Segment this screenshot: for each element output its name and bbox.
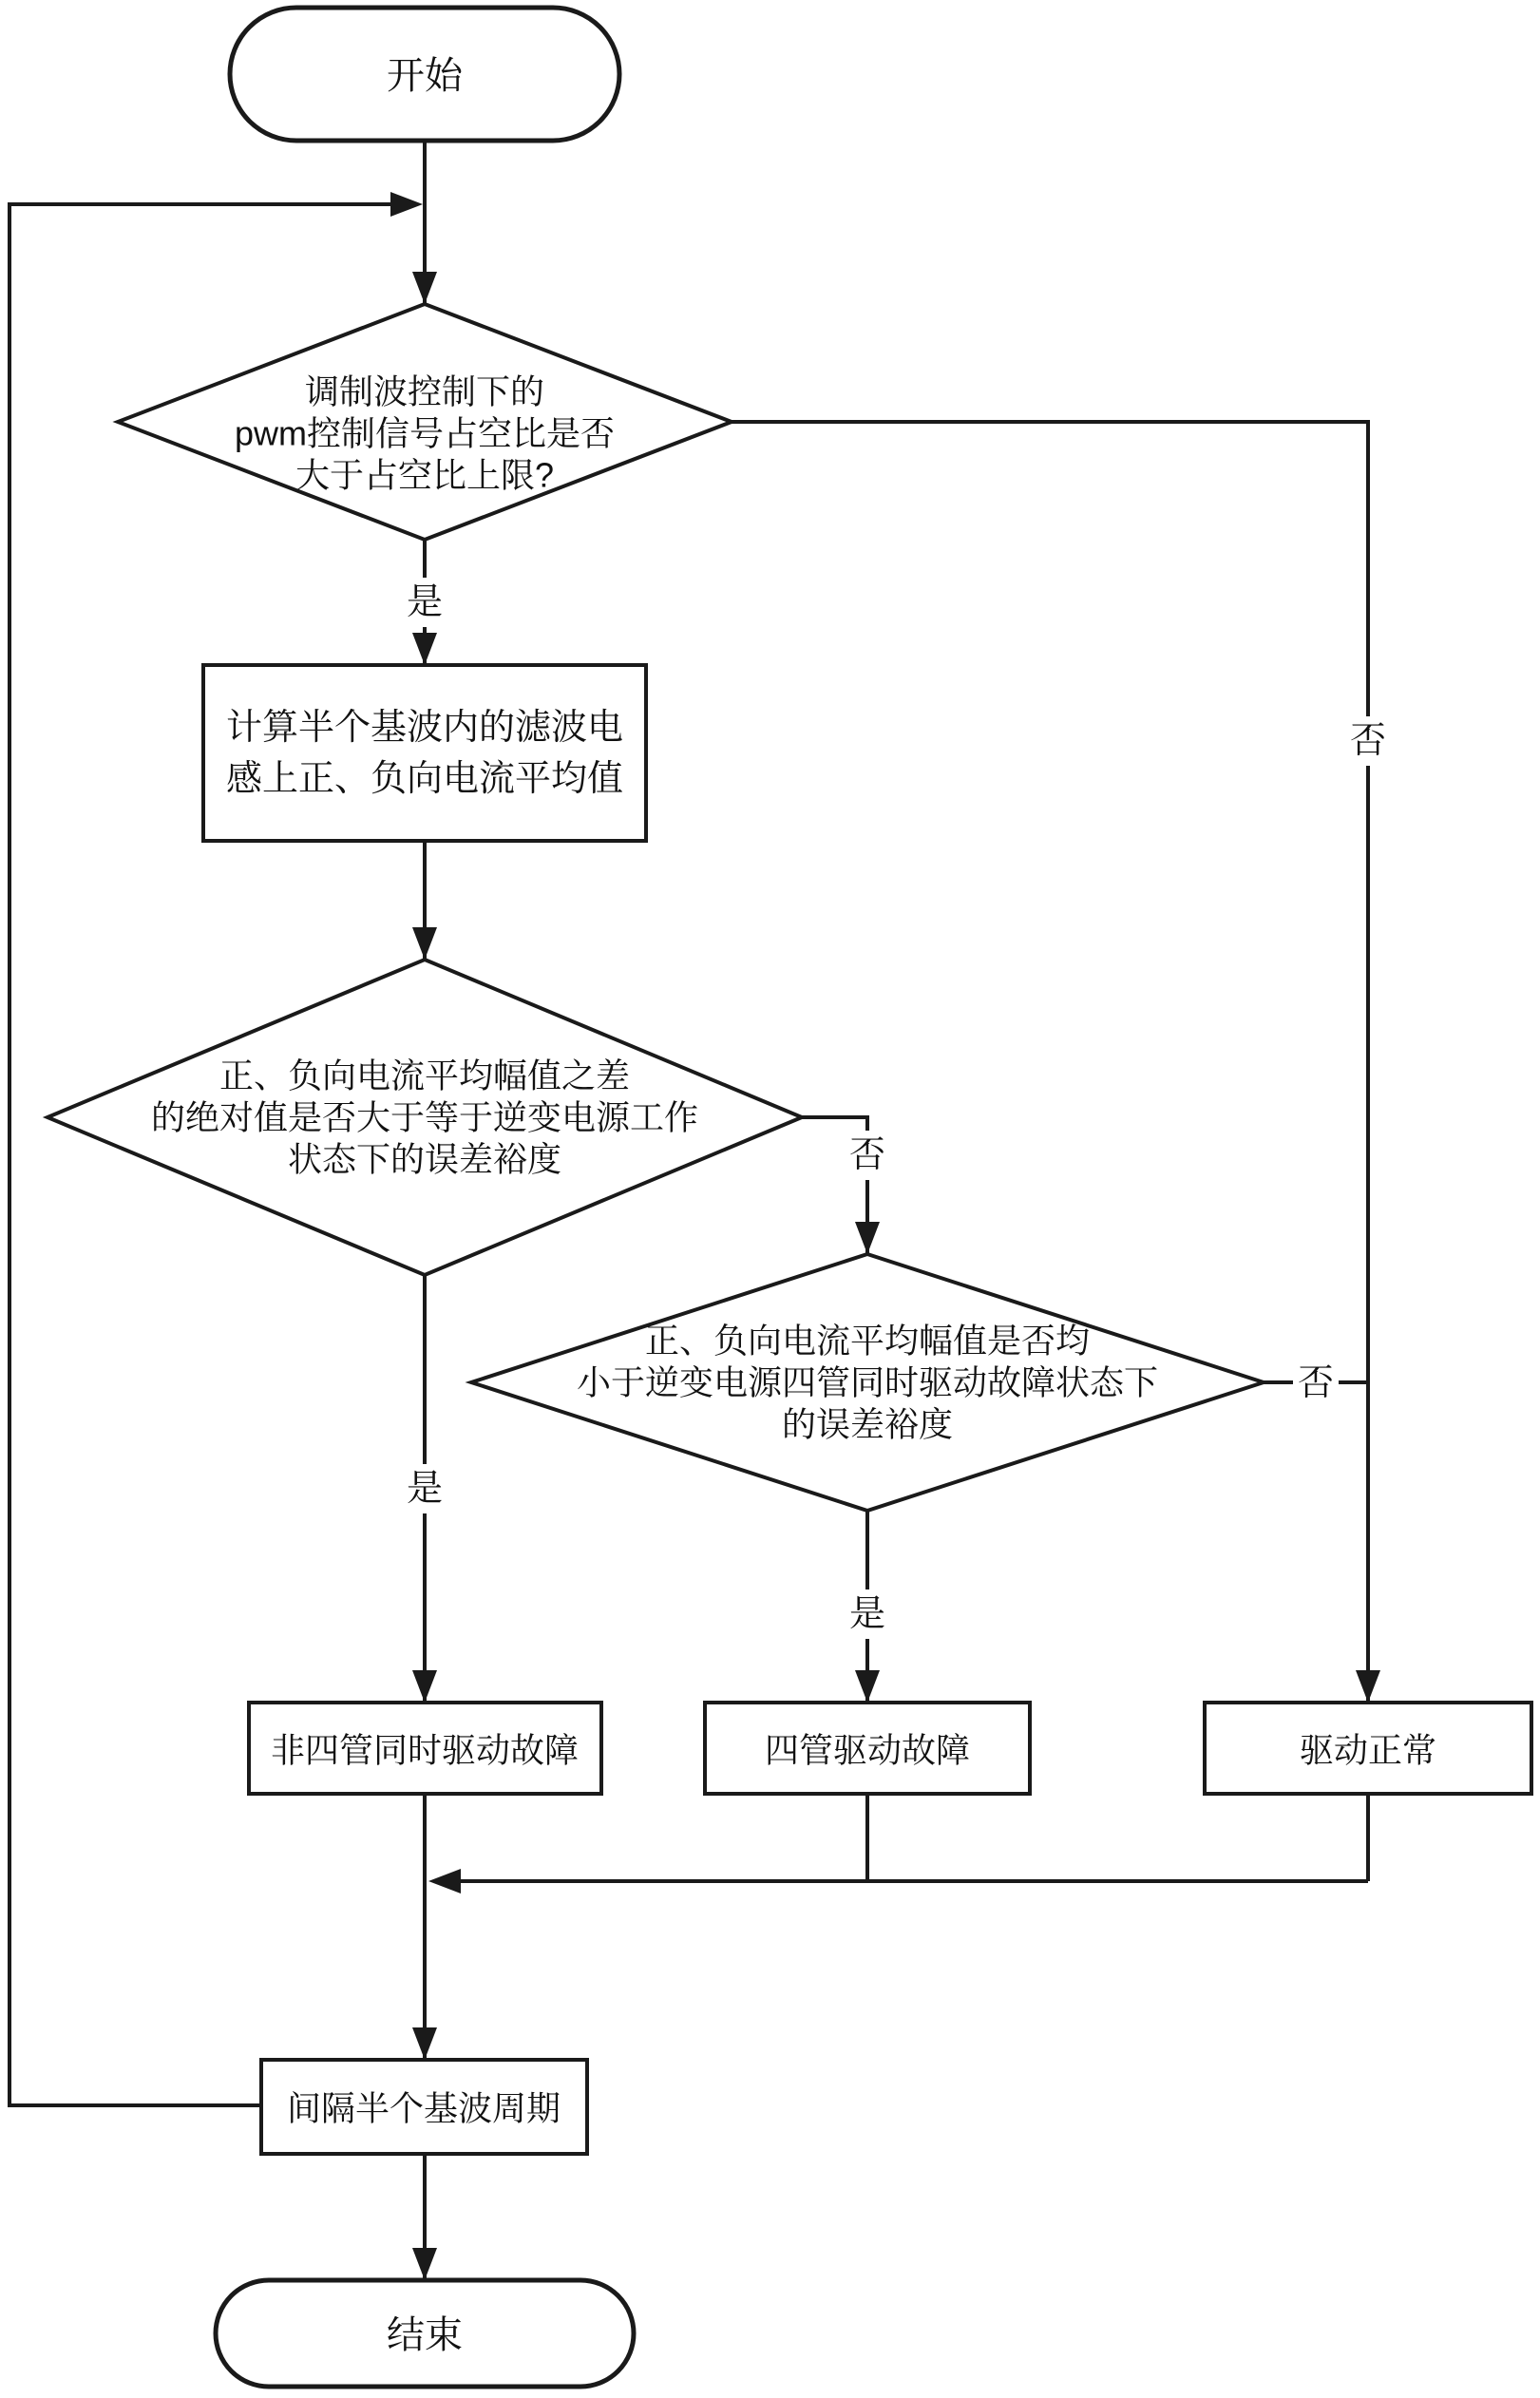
end-label: 结束 [387,2314,463,2356]
interval-label: 间隔半个基波周期 [286,2088,561,2128]
edge-label-d1-no [1345,716,1391,766]
d2-yes-label: 是 [406,1469,444,1509]
d3-yes-label: 是 [848,1594,886,1634]
decision1-line3: 大于占空比上限? [295,455,555,495]
node-result-four-tube [705,1703,1030,1794]
node-result-not-four-tube [249,1703,601,1794]
d1-yes-label: 是 [406,582,444,622]
arrowhead-into-result2 [855,1670,880,1703]
decision2-line2: 的绝对值是否大于等于逆变电源工作 [150,1097,699,1137]
edge-label-d3-no [1293,1359,1339,1408]
start-label: 开始 [387,55,463,97]
edge-label-d2-no [845,1131,890,1180]
arrowhead-into-decision2 [412,927,437,960]
node-calc [203,665,646,841]
edge-label-d2-yes [402,1464,447,1513]
arrowhead-loopback [390,192,423,217]
arrowhead-into-interval [412,2027,437,2060]
calc-line1: 计算半个基波内的滤波电 [225,708,624,748]
decision3-line2: 小于逆变电源四管同时驱动故障状态下 [576,1362,1159,1402]
node-start [230,8,619,141]
node-result-normal [1205,1703,1531,1794]
d3-no-label: 否 [1297,1363,1335,1403]
decision3-line3: 的误差裕度 [781,1404,954,1444]
arrowhead-into-decision1 [412,272,437,304]
arrowhead-into-result3 [1356,1670,1380,1703]
calc-process-shape [203,665,646,841]
edge-decision1-no [732,422,1368,1703]
arrowhead-into-result1 [412,1670,437,1703]
decision2-line3: 状态下的误差裕度 [287,1139,562,1179]
arrowhead-merge [428,1869,461,1894]
node-decision1 [118,304,732,540]
result-normal-label: 驱动正常 [1299,1730,1437,1770]
node-interval [261,2060,587,2154]
d1-no-label: 否 [1349,721,1387,761]
calc-line2: 感上正、负向电流平均值 [225,759,624,799]
node-decision3 [471,1254,1264,1511]
d2-no-label: 否 [848,1135,886,1175]
result-four-tube-label: 四管驱动故障 [764,1730,971,1770]
arrowhead-into-calc [412,633,437,665]
decision1-line1: 调制波控制下的 [304,371,545,411]
edge-label-d3-yes [845,1589,890,1639]
node-decision2 [48,960,802,1275]
decision2-line1: 正、负向电流平均幅值之差 [219,1056,631,1095]
arrowhead-into-decision3 [855,1222,880,1254]
node-end [216,2280,634,2387]
arrowhead-into-end [412,2248,437,2280]
decision1-line2: pwm控制信号占空比是否 [234,413,616,453]
decision3-line1: 正、负向电流平均幅值是否均 [644,1321,1091,1361]
result-not-four-tube-label: 非四管同时驱动故障 [270,1730,580,1770]
edge-label-d1-yes [402,578,447,627]
